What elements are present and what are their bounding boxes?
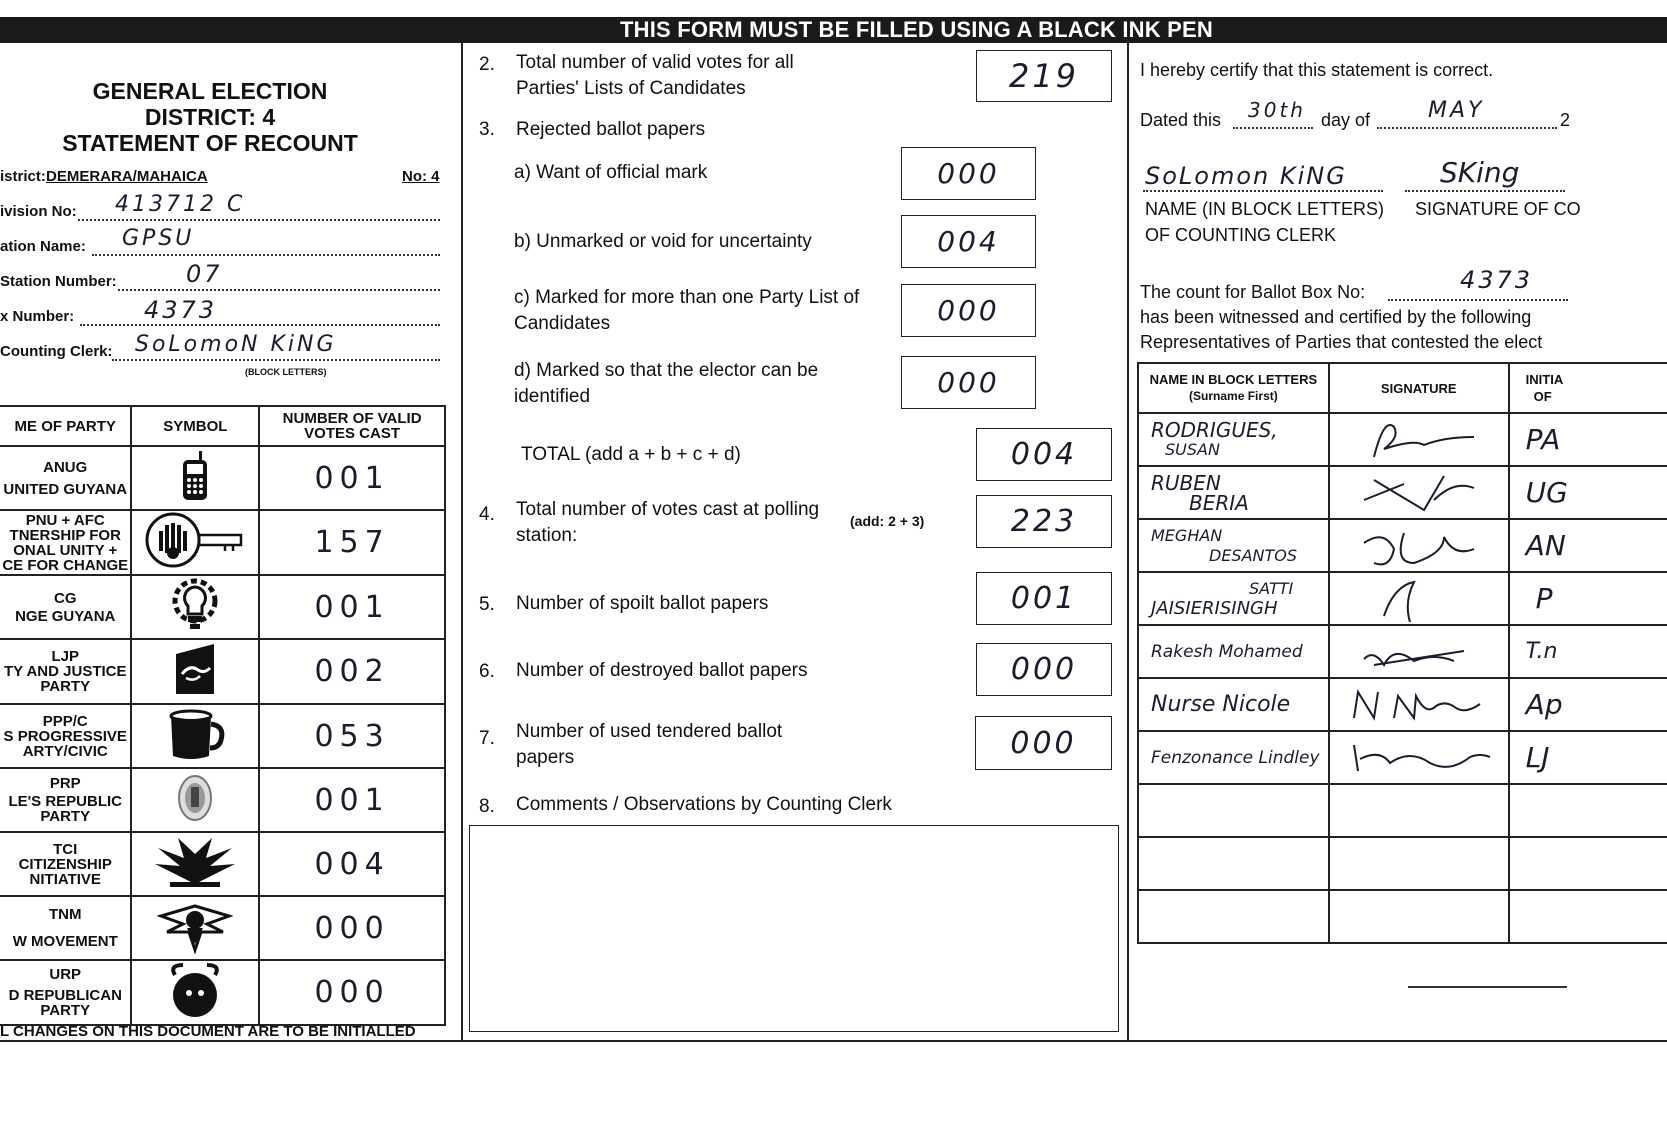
unmarked-void-label: b) Unmarked or void for uncertainty [514,231,812,252]
item5-label: Number of spoilt ballot papers [516,593,769,614]
station-number-value: 07 [186,260,223,288]
identified-box: 000 [901,356,1036,409]
party-row [0,446,445,510]
dated-month-value: MAY [1428,98,1485,123]
party-name: TNM W MOVEMENT [0,896,131,960]
marked-multiple-label: c) Marked for more than one Party List of Candidates [514,287,860,334]
witness-row-empty [1138,890,1667,943]
header-symbol: SYMBOL [131,406,259,446]
witness-row [1138,519,1667,572]
party-name: TCI CITIZENSHIP NITIATIVE [0,832,131,896]
station-name-label: ation Name: [0,238,86,255]
item2-label: Total number of valid votes for all Parties' Lists of Candidates [516,52,794,99]
party-votes: 000 [259,960,445,1025]
witness-row-empty [1138,784,1667,837]
valid-votes-box: 219 [976,50,1112,102]
item3-number: 3. [479,119,495,140]
witness-name: SATTI JAISIERISINGH [1138,572,1329,625]
certify-statement: I hereby certify that this statement is correct. [1140,60,1494,80]
ballot-box-label: The count for Ballot Box No: [1140,282,1366,302]
initial-changes-note: L CHANGES ON THIS DOCUMENT ARE TO BE INITIALLED [0,1023,416,1040]
dated-label: Dated this [1140,110,1222,130]
signature-underline [1408,986,1567,988]
party-votes-table [0,405,446,1026]
witness-row [1138,678,1667,731]
marked-multiple-box: 000 [901,284,1036,337]
instruction-banner [0,17,1667,43]
witness-row [1138,731,1667,784]
item4-add-note: (add: 2 + 3) [850,513,925,529]
divider-left [461,43,463,1041]
witness-initials: PA [1509,413,1667,466]
party-name: PNU + AFC TNERSHIP FOR ONAL UNITY + CE FOR CHANGE [0,510,131,575]
header-witness-initials: INITIA OF [1509,363,1667,413]
witness-signature [1329,731,1509,784]
witness-signature [1329,466,1509,519]
party-votes: 000 [259,896,445,960]
witness-initials: LJ [1509,731,1667,784]
witness-row [1138,466,1667,519]
witness-signature [1329,572,1509,625]
tendered-box: 000 [975,716,1112,770]
destroyed-box: 000 [976,643,1112,696]
party-votes: 053 [259,704,445,768]
witness-line-2: Representatives of Parties that contested the elect [1140,332,1543,352]
witness-signature [1329,625,1509,678]
station-number-label: Station Number: [0,273,117,290]
eagle-icon [131,896,259,960]
seal-icon [131,768,259,832]
division-line [78,219,440,221]
clerk-name-caption: NAME (IN BLOCK LETTERS) OF COUNTING CLERK [1145,199,1385,245]
party-row [0,510,445,575]
witness-signature [1329,678,1509,731]
header-witness-name: NAME IN BLOCK LETTERS (Surname First) [1138,363,1329,413]
division-value: 413712 C [115,192,246,217]
phone-icon [131,446,259,510]
rejected-total-box: 004 [976,428,1112,481]
want-official-mark-label: a) Want of official mark [514,162,708,183]
identified-label: d) Marked so that the elector can be identified [514,360,819,407]
witness-initials: Ap [1509,678,1667,731]
party-votes: 002 [259,639,445,704]
box-number-label: x Number: [0,308,75,325]
party-name: LJP TY AND JUSTICE PARTY [0,639,131,704]
party-votes: 001 [259,575,445,639]
box-number-line [80,324,440,326]
witness-signature [1329,413,1509,466]
title-recount: STATEMENT OF RECOUNT [62,130,358,156]
signature-caption: SIGNATURE OF CO [1415,199,1581,219]
divider-right [1127,43,1129,1041]
party-votes: 001 [259,446,445,510]
district-value: DEMERARA/MAHAICA [46,168,208,185]
clerk-name-line [1143,190,1383,192]
party-votes: 157 [259,510,445,575]
party-row [0,896,445,960]
station-name-value: GPSU [122,226,195,251]
witness-initials: AN [1509,519,1667,572]
unmarked-void-box: 004 [901,215,1036,268]
ballot-box-value: 4373 [1460,266,1534,294]
banner-text: THIS FORM MUST BE FILLED USING A BLACK INK PEN [620,17,1214,42]
hand-key-icon [131,510,259,575]
item3-label: Rejected ballot papers [516,119,706,140]
palm-icon [131,832,259,896]
district-label: istrict: [0,168,46,185]
bull-icon [131,960,259,1025]
party-row [0,768,445,832]
witness-row-empty [1138,837,1667,890]
header-votes: NUMBER OF VALID VOTES CAST [259,406,445,446]
party-votes: 004 [259,832,445,896]
party-row [0,575,445,639]
witness-signature [1329,519,1509,572]
rejected-total-label: TOTAL (add a + b + c + d) [521,444,741,465]
party-name: URP D REPUBLICAN PARTY [0,960,131,1025]
title-district: DISTRICT: 4 [144,104,276,130]
item4-number: 4. [479,504,495,525]
clerk-line [112,359,440,361]
party-name: PRP LE'S REPUBLIC PARTY [0,768,131,832]
form-title [20,78,400,156]
witness-table [1137,362,1667,944]
day-of-label: day of [1321,110,1371,130]
clerk-sig-line [1405,190,1565,192]
division-label: ivision No: [0,203,77,220]
item7-number: 7. [479,728,495,749]
cup-icon [131,704,259,768]
witness-name: RUBEN BERIA [1138,466,1329,519]
want-official-mark-box: 000 [901,147,1036,200]
party-name: ANUG UNITED GUYANA [0,446,131,510]
witness-name: Rakesh Mohamed [1138,625,1329,678]
witness-initials: T.n [1509,625,1667,678]
spoilt-box: 001 [976,572,1112,625]
ballot-box-line [1388,299,1568,301]
lightbulb-gear-icon [131,575,259,639]
clerk-label: Counting Clerk: [0,343,113,360]
item6-number: 6. [479,661,495,682]
item5-number: 5. [479,594,495,615]
party-votes: 001 [259,768,445,832]
dated-day-value: 30th [1248,98,1306,122]
party-row [0,832,445,896]
bottom-rule [0,1040,1667,1042]
comments-box [469,825,1119,1032]
clerk-value: SoLomoN KiNG [135,332,337,357]
item8-number: 8. [479,796,495,817]
dated-year-fragment: 2 [1560,110,1571,130]
district-no: No: 4 [402,168,440,185]
witness-name: Nurse Nicole [1138,678,1329,731]
item7-label: Number of used tendered ballot papers [516,721,783,768]
item6-label: Number of destroyed ballot papers [516,660,808,681]
witness-row [1138,572,1667,625]
party-row [0,960,445,1025]
witness-row [1138,413,1667,466]
station-name-line [92,254,440,256]
block-letters-note: (BLOCK LETTERS) [245,367,327,377]
party-name: PPP/C S PROGRESSIVE ARTY/CIVIC [0,704,131,768]
witness-initials: UG [1509,466,1667,519]
item4-label: Total number of votes cast at polling station: [516,499,820,546]
witness-line-1: has been witnessed and certified by the following [1140,307,1532,327]
item2-number: 2. [479,54,495,75]
dated-month-line [1377,127,1557,129]
party-name: CG NGE GUYANA [0,575,131,639]
witness-initials: P [1509,572,1667,625]
handshake-icon [131,639,259,704]
clerk-name-written: SoLomon KiNG [1145,162,1347,190]
header-witness-signature: SIGNATURE [1329,363,1509,413]
witness-name: RODRIGUES, SUSAN [1138,413,1329,466]
witness-row [1138,625,1667,678]
dated-day-line [1233,127,1313,129]
box-number-value: 4373 [144,296,218,324]
witness-name: Fenzonance Lindley [1138,731,1329,784]
total-votes-cast-box: 223 [976,495,1112,548]
clerk-signature: SKing [1440,156,1520,189]
witness-name: MEGHAN DESANTOS [1138,519,1329,572]
item8-label: Comments / Observations by Counting Clerk [516,794,892,815]
party-row [0,639,445,704]
station-number-line [118,289,440,291]
header-party: ME OF PARTY [0,406,131,446]
title-election: GENERAL ELECTION [92,78,328,104]
party-row [0,704,445,768]
